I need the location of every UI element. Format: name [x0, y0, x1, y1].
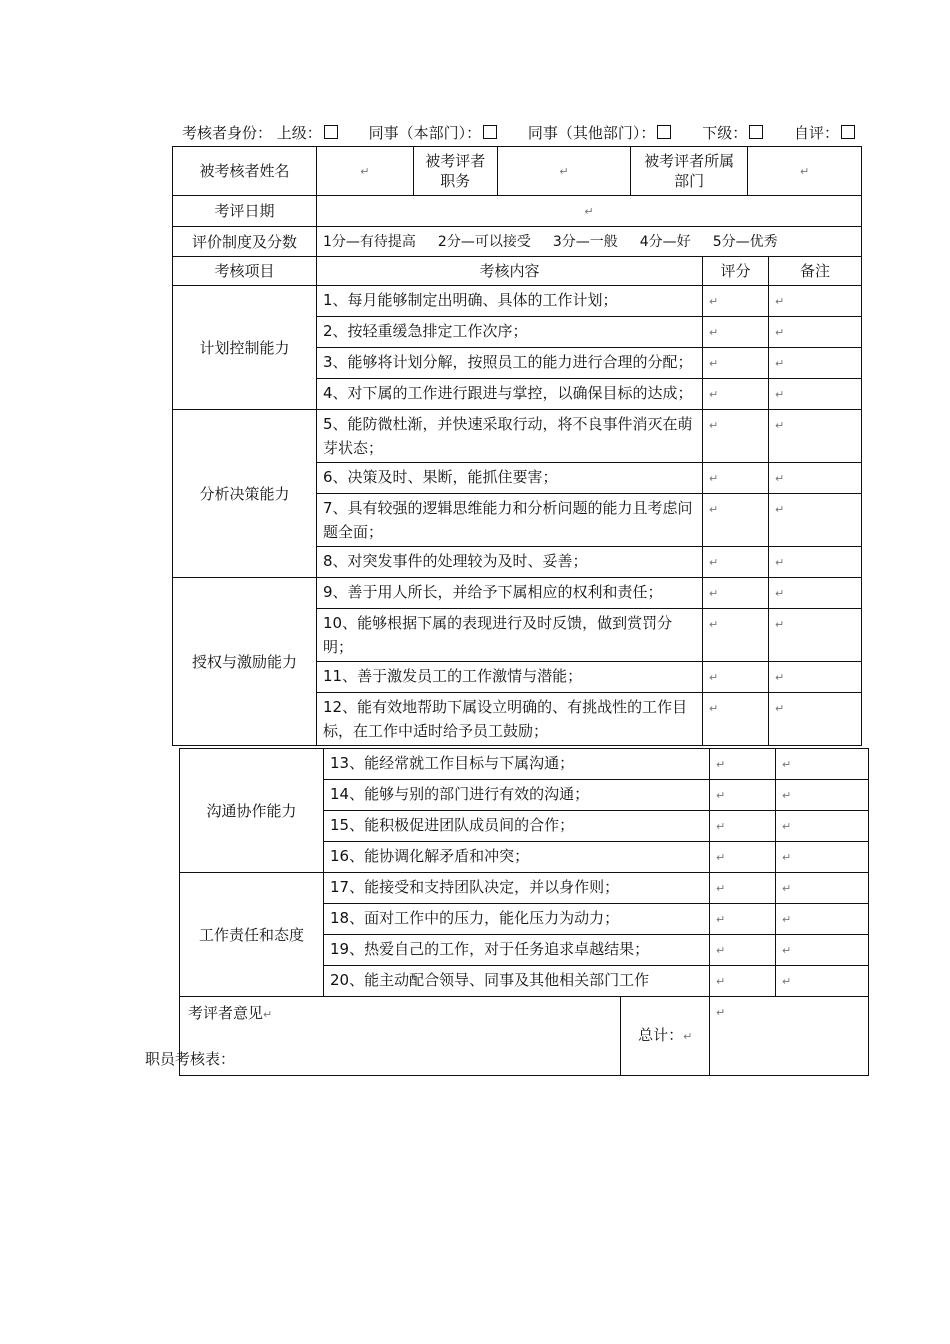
- note-field[interactable]: ↵: [769, 693, 862, 746]
- table-row: [180, 873, 869, 904]
- note-field[interactable]: ↵: [769, 662, 862, 693]
- table-row: [180, 749, 869, 780]
- score-field[interactable]: ↵: [710, 904, 776, 935]
- name-field[interactable]: ↵: [317, 147, 413, 195]
- criterion-text: 1、每月能够制定出明确、具体的工作计划；: [317, 286, 703, 317]
- criterion-text: 18、面对工作中的压力，能化压力为动力；: [324, 904, 710, 935]
- opinion-label: 考评者意见↵: [180, 997, 620, 1075]
- score-field[interactable]: ↵: [703, 410, 769, 463]
- opinion-cell[interactable]: [180, 997, 710, 1076]
- checkbox[interactable]: [657, 125, 671, 139]
- evaluation-table-part2: [179, 748, 869, 1076]
- scale-3: 3分—一般: [552, 234, 618, 250]
- criterion-text: 10、能够根据下属的表现进行及时反馈，做到赏罚分明；: [317, 609, 703, 662]
- identity-label: 考核者身份：: [182, 124, 273, 142]
- category-label: 工作责任和态度: [180, 873, 324, 997]
- total-field[interactable]: ↵: [710, 997, 869, 1076]
- criterion-text: 15、能积极促进团队成员间的合作；: [324, 811, 710, 842]
- criterion-text: 5、能防微杜渐，并快速采取行动，将不良事件消灭在萌芽状态；: [317, 410, 703, 463]
- note-field[interactable]: ↵: [769, 578, 862, 609]
- score-field[interactable]: ↵: [710, 780, 776, 811]
- criterion-text: 16、能协调化解矛盾和冲突；: [324, 842, 710, 873]
- note-field[interactable]: ↵: [769, 547, 862, 578]
- score-field[interactable]: ↵: [710, 811, 776, 842]
- score-field[interactable]: ↵: [703, 547, 769, 578]
- criterion-text: 8、对突发事件的处理较为及时、妥善；: [317, 547, 703, 578]
- criterion-text: 20、能主动配合领导、同事及其他相关部门工作: [324, 966, 710, 997]
- criterion-text: 14、能够与别的部门进行有效的沟通；: [324, 780, 710, 811]
- score-field[interactable]: ↵: [703, 317, 769, 348]
- date-field[interactable]: ↵: [317, 196, 862, 227]
- checkbox[interactable]: [749, 125, 763, 139]
- table-row: [173, 578, 862, 609]
- criterion-text: 9、善于用人所长，并给予下属相应的权利和责任；: [317, 578, 703, 609]
- identity-line: [182, 122, 881, 143]
- note-field[interactable]: ↵: [776, 904, 869, 935]
- criterion-text: 12、能有效地帮助下属设立明确的、有挑战性的工作目标，在工作中适时给予员工鼓励；: [317, 693, 703, 746]
- item-header: 考核项目: [173, 257, 317, 286]
- evaluation-table-part1: [172, 146, 862, 746]
- note-field[interactable]: ↵: [769, 410, 862, 463]
- score-field[interactable]: ↵: [703, 286, 769, 317]
- identity-option-peer-other-dept[interactable]: 同事（其他部门）：: [528, 124, 672, 142]
- score-field[interactable]: ↵: [703, 348, 769, 379]
- score-field[interactable]: ↵: [710, 842, 776, 873]
- identity-option-subordinate[interactable]: 下级：: [702, 124, 763, 142]
- table-row: [173, 410, 862, 463]
- category-label: 授权与激励能力: [173, 578, 317, 746]
- checkbox[interactable]: [841, 125, 855, 139]
- score-field[interactable]: ↵: [703, 609, 769, 662]
- groups-part1: [173, 286, 862, 746]
- scale-5: 5分—优秀: [712, 234, 778, 250]
- note-field[interactable]: ↵: [769, 463, 862, 494]
- score-field[interactable]: ↵: [710, 935, 776, 966]
- category-label: 计划控制能力: [173, 286, 317, 410]
- note-field[interactable]: ↵: [769, 494, 862, 547]
- note-field[interactable]: ↵: [776, 935, 869, 966]
- score-field[interactable]: ↵: [703, 463, 769, 494]
- score-header: 评分: [703, 257, 769, 286]
- groups-part2: [180, 749, 869, 997]
- note-field[interactable]: ↵: [776, 842, 869, 873]
- score-field[interactable]: ↵: [703, 494, 769, 547]
- identity-option-peer-same-dept[interactable]: 同事（本部门）：: [369, 124, 498, 142]
- scale-label: 评价制度及分数: [173, 227, 317, 257]
- identity-option-superior[interactable]: 上级：: [277, 124, 338, 142]
- criterion-text: 3、能够将计划分解，按照员工的能力进行合理的分配；: [317, 348, 703, 379]
- criterion-text: 11、善于激发员工的工作激情与潜能；: [317, 662, 703, 693]
- score-field[interactable]: ↵: [703, 578, 769, 609]
- note-field[interactable]: ↵: [769, 286, 862, 317]
- note-field[interactable]: ↵: [776, 966, 869, 997]
- dept-field[interactable]: ↵: [800, 165, 810, 178]
- scale-2: 2分—可以接受: [437, 234, 531, 250]
- criterion-text: 2、按轻重缓急排定工作次序；: [317, 317, 703, 348]
- checkbox[interactable]: [324, 125, 338, 139]
- score-field[interactable]: ↵: [703, 662, 769, 693]
- category-label: 沟通协作能力: [180, 749, 324, 873]
- note-field[interactable]: ↵: [776, 780, 869, 811]
- dept-label: 被考评者所属部门: [631, 147, 748, 195]
- criterion-text: 4、对下属的工作进行跟进与掌控，以确保目标的达成；: [317, 379, 703, 410]
- score-field[interactable]: ↵: [710, 966, 776, 997]
- note-field[interactable]: ↵: [769, 348, 862, 379]
- criterion-text: 13、能经常就工作目标与下属沟通；: [324, 749, 710, 780]
- date-label: 考评日期: [173, 196, 317, 227]
- note-field[interactable]: ↵: [769, 317, 862, 348]
- note-field[interactable]: ↵: [769, 379, 862, 410]
- scale-4: 4分—好: [639, 234, 691, 250]
- identity-option-self[interactable]: 自评：: [794, 124, 855, 142]
- criterion-text: 19、热爱自己的工作，对于任务追求卓越结果；: [324, 935, 710, 966]
- position-label: 被考评者职务: [413, 147, 497, 195]
- category-label: 分析决策能力: [173, 410, 317, 578]
- score-field[interactable]: ↵: [703, 379, 769, 410]
- score-field[interactable]: ↵: [710, 873, 776, 904]
- criterion-text: 17、能接受和支持团队决定，并以身作则；: [324, 873, 710, 904]
- name-label: 被考核者姓名: [173, 147, 317, 196]
- caption: 职员考核表：: [145, 1050, 236, 1068]
- note-field[interactable]: ↵: [769, 609, 862, 662]
- note-field[interactable]: ↵: [776, 811, 869, 842]
- criterion-text: 6、决策及时、果断，能抓住要害；: [317, 463, 703, 494]
- table-row: [173, 286, 862, 317]
- scale-1: 1分—有待提高: [323, 234, 416, 250]
- total-label: 总计：↵: [638, 1026, 693, 1044]
- note-header: 备注: [769, 257, 862, 286]
- scale-values: [317, 227, 862, 257]
- note-field[interactable]: ↵: [776, 749, 869, 780]
- score-field[interactable]: ↵: [710, 749, 776, 780]
- criterion-text: 7、具有较强的逻辑思维能力和分析问题的能力且考虑问题全面；: [317, 494, 703, 547]
- position-field[interactable]: ↵: [497, 147, 630, 195]
- note-field[interactable]: ↵: [776, 873, 869, 904]
- checkbox[interactable]: [483, 125, 497, 139]
- score-field[interactable]: ↵: [703, 693, 769, 746]
- content-header: 考核内容: [317, 257, 703, 286]
